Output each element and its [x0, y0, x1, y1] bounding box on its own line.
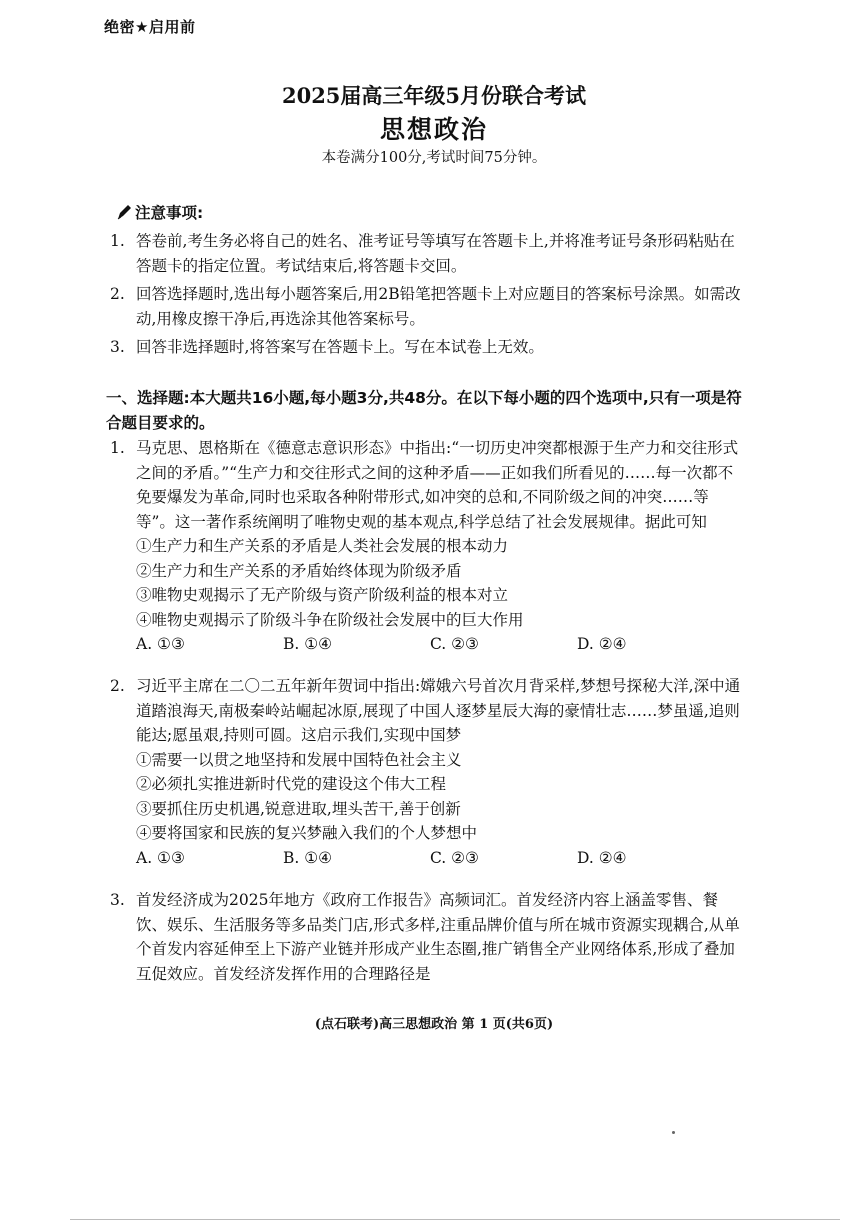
question-stem	[110, 436, 742, 534]
notice-item-num: 2.	[110, 285, 125, 303]
question-num: 2.	[110, 677, 125, 695]
choice-c: C. ②③	[430, 848, 479, 867]
subject-title: 思想政治	[379, 115, 488, 144]
notice-heading	[116, 201, 203, 223]
option: ④唯物史观揭示了阶级斗争在阶级社会发展中的巨大作用	[136, 610, 524, 629]
scan-edge-line	[70, 1219, 840, 1220]
notice-item-text: 回答非选择题时,将答案写在答题卡上。写在本试卷上无效。	[136, 338, 544, 356]
choice-d: D. ②④	[577, 635, 627, 653]
option: ②必须扎实推进新时代党的建设这个伟大工程	[136, 775, 447, 793]
option: ③要抓住历史机遇,锐意进取,埋头苦干,善于创新	[136, 799, 461, 818]
option: ①需要一以贯之地坚持和发展中国特色社会主义	[136, 750, 462, 769]
option: ③唯物史观揭示了无产阶级与资产阶级利益的根本对立	[136, 586, 509, 604]
pen-icon	[116, 204, 132, 220]
choice-c: C. ②③	[430, 635, 479, 653]
choice-d: D. ②④	[577, 848, 627, 867]
notice-heading-text: 注意事项:	[135, 204, 204, 222]
exam-title: 2025届高三年级5月份联合考试	[281, 83, 587, 108]
answer-choices	[110, 632, 742, 657]
notice-item-num: 3.	[110, 338, 125, 356]
notice-item	[110, 282, 742, 331]
question-1	[110, 436, 742, 657]
question-text: 首发经济成为2025年地方《政府工作报告》高频词汇。首发经济内容上涵盖零售、餐饮、娱乐、生活服务等多品类门店,形式多样,注重品牌价值与所在城市资源实现耦合,从单个首发内容延伸至上下游产业链并形成产业生态圈,推广销售全产业网络体系,形成了叠加互促效应。首发经济发挥作用的合理路径是	[136, 891, 740, 983]
exam-info: 本卷满分100分,考试时间75分钟。	[321, 150, 547, 166]
option: ①生产力和生产关系的矛盾是人类社会发展的根本动力	[136, 537, 509, 555]
question-text: 习近平主席在二〇二五年新年贺词中指出:嫦娥六号首次月背采样,梦想号探秘大洋,深中通道踏浪海天,南极秦岭站崛起冰原,展现了中国人逐梦星辰大海的豪情壮志……梦虽遥,追则能达;愿虽艰,持则可圆。这启示我们,实现中国梦	[136, 677, 741, 744]
question-text: 马克思、恩格斯在《德意志意识形态》中指出:“一切历史冲突都根源于生产力和交往形式之间的矛盾。”“生产力和交往形式之间的这种矛盾——正如我们所看见的……每一次都不免要爆发为革命,同时也采取各种附带形式,如冲突的总和,不同阶级之间的冲突……等等”。这一著作系统阐明了唯物史观的基本观点,科学总结了社会发展规律。据此可知	[136, 439, 739, 531]
notice-item	[110, 229, 742, 278]
answer-choices	[110, 846, 742, 871]
notice-item-text: 答卷前,考生务必将自己的姓名、准考证号等填写在答题卡上,并将准考证号条形码粘贴在答题卡的指定位置。考试结束后,将答题卡交回。	[136, 232, 735, 275]
question-num: 1.	[110, 439, 125, 457]
page-footer: (点石联考)高三思想政治 第 1 页(共6页)	[314, 1017, 554, 1032]
question-2	[110, 674, 742, 870]
choice-b: B. ①④	[283, 848, 333, 867]
notice-item-text: 回答选择题时,选出每小题答案后,用2B铅笔把答题卡上对应题目的答案标号涂黑。如需改动,用橡皮擦干净后,再选涂其他答案标号。	[136, 285, 741, 328]
question-stem	[110, 674, 742, 748]
notice-list	[110, 229, 742, 360]
option: ④要将国家和民族的复兴梦融入我们的个人梦想中	[136, 824, 478, 842]
question-stem	[110, 888, 742, 986]
section-heading: 一、选择题:本大题共16小题,每小题3分,共48分。在以下每小题的四个选项中,只有一项是符合题目要求的。	[106, 389, 742, 432]
question-num: 3.	[110, 891, 125, 909]
choice-b: B. ①④	[283, 635, 333, 653]
question-3	[110, 888, 742, 986]
scan-speck	[672, 1131, 675, 1134]
option: ②生产力和生产关系的矛盾始终体现为阶级矛盾	[136, 561, 462, 580]
confidential-label: 绝密★启用前	[104, 18, 196, 36]
notice-item	[110, 335, 742, 360]
choice-a: A. ①③	[136, 848, 185, 867]
choice-a: A. ①③	[136, 635, 185, 653]
notice-item-num: 1.	[110, 232, 125, 250]
